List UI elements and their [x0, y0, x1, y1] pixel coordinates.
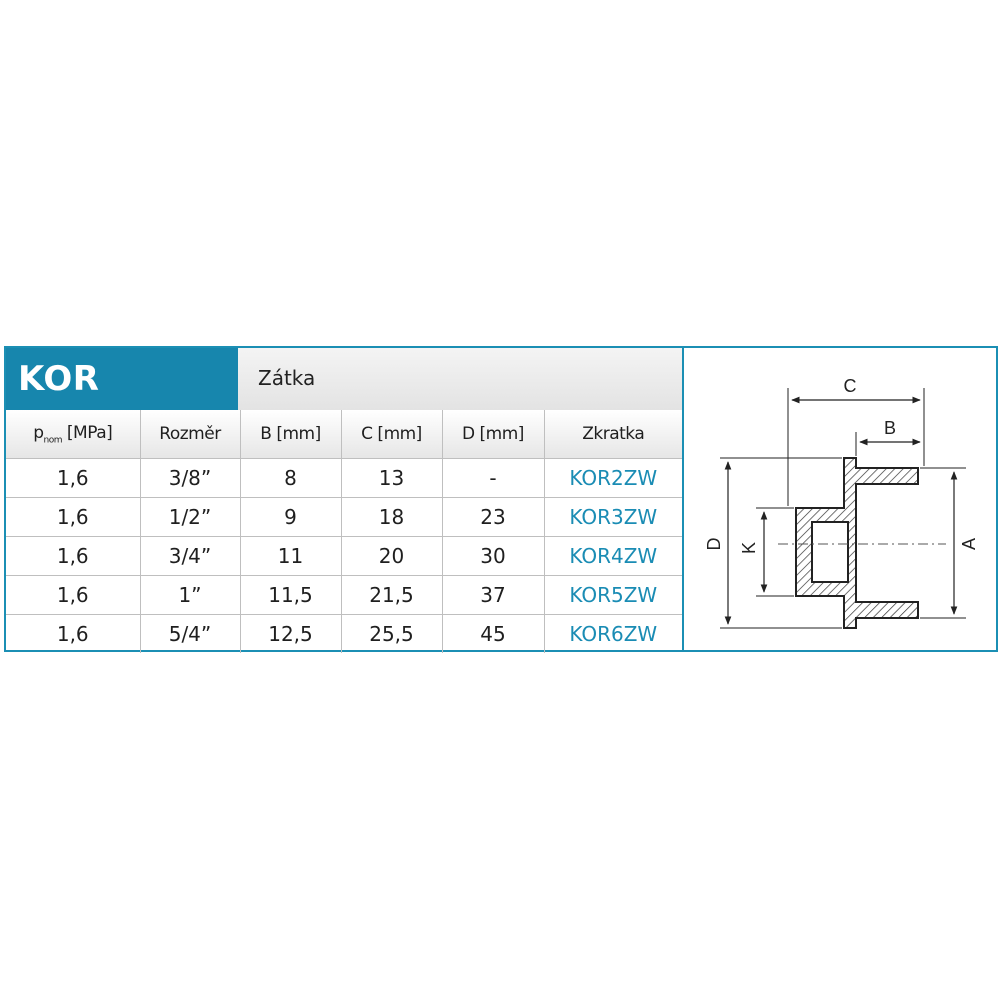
cell-size: 3/8” [140, 459, 240, 498]
cell-b: 9 [240, 498, 341, 537]
cell-code: KOR4ZW [544, 537, 682, 576]
header-c: C [mm] [341, 410, 442, 459]
table-row [6, 615, 682, 654]
cell-d: 45 [442, 615, 544, 654]
cell-pressure: 1,6 [6, 576, 140, 615]
cell-pressure: 1,6 [6, 459, 140, 498]
table-row [6, 576, 682, 615]
table-row [6, 459, 682, 498]
dimension-label-b: B [883, 418, 897, 438]
header-d: D [mm] [442, 410, 544, 459]
cell-d: 23 [442, 498, 544, 537]
cell-b: 12,5 [240, 615, 341, 654]
subtitle-band [238, 348, 682, 410]
dimension-label-c: C [843, 376, 857, 396]
cell-code: KOR2ZW [544, 459, 682, 498]
cell-code: KOR6ZW [544, 615, 682, 654]
cell-size: 1/2” [140, 498, 240, 537]
header-pressure-subscript: nom [43, 435, 63, 446]
product-brand: KOR [6, 348, 238, 410]
dimension-label-a: A [959, 537, 979, 551]
cell-b: 8 [240, 459, 341, 498]
product-card [4, 346, 998, 652]
header-b: B [mm] [240, 410, 341, 459]
plug-body-outline [796, 458, 918, 628]
cell-c: 21,5 [341, 576, 442, 615]
cell-size: 5/4” [140, 615, 240, 654]
table-row [6, 537, 682, 576]
cell-pressure: 1,6 [6, 615, 140, 654]
table-header-row [6, 410, 682, 459]
spec-panel [6, 348, 682, 650]
cell-d: - [442, 459, 544, 498]
dimension-label-k: K [739, 541, 759, 555]
cell-c: 20 [341, 537, 442, 576]
cell-code: KOR3ZW [544, 498, 682, 537]
technical-drawing [684, 348, 996, 650]
header-pressure-symbol: p [33, 422, 44, 443]
cell-c: 13 [341, 459, 442, 498]
header-pressure [6, 410, 140, 459]
dimension-label-d: D [704, 537, 724, 551]
plug-cross-section [684, 348, 996, 650]
cell-pressure: 1,6 [6, 498, 140, 537]
cell-b: 11 [240, 537, 341, 576]
cell-size: 1” [140, 576, 240, 615]
cell-pressure: 1,6 [6, 537, 140, 576]
cell-d: 37 [442, 576, 544, 615]
header-size: Rozměr [140, 410, 240, 459]
header-pressure-unit: [MPa] [62, 422, 113, 443]
product-subtitle: Zátka [258, 366, 316, 390]
cell-c: 18 [341, 498, 442, 537]
table-row [6, 498, 682, 537]
spec-table [6, 410, 682, 653]
cell-d: 30 [442, 537, 544, 576]
cell-b: 11,5 [240, 576, 341, 615]
cell-code: KOR5ZW [544, 576, 682, 615]
cell-c: 25,5 [341, 615, 442, 654]
cell-size: 3/4” [140, 537, 240, 576]
header-code: Zkratka [544, 410, 682, 459]
